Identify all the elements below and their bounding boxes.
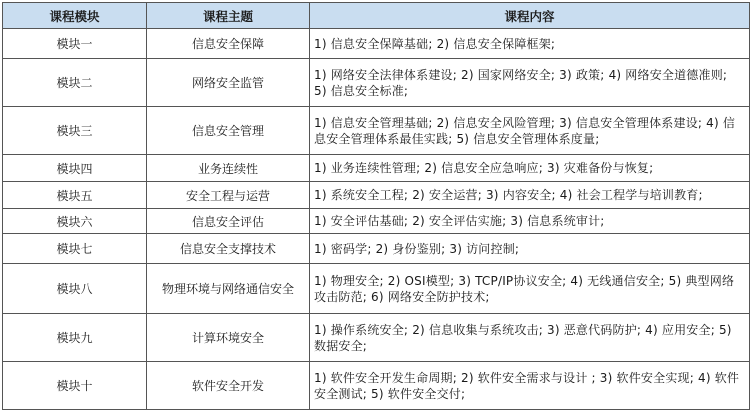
topic-cell: 信息安全评估 [147, 209, 310, 234]
module-cell: 模块五 [3, 182, 147, 209]
content-cell: 1) 安全评估基础; 2) 安全评估实施; 3) 信息系统审计; [310, 209, 750, 234]
topic-cell: 网络安全监管 [147, 59, 310, 107]
table-row [3, 155, 750, 182]
module-cell: 模块三 [3, 107, 147, 155]
topic-cell: 物理环境与网络通信安全 [147, 264, 310, 314]
topic-cell: 安全工程与运营 [147, 182, 310, 209]
topic-cell: 计算环境安全 [147, 314, 310, 362]
content-cell: 1) 密码学; 2) 身份鉴别; 3) 访问控制; [310, 234, 750, 264]
content-cell: 1) 物理安全; 2) OSI模型; 3) TCP/IP协议安全; 4) 无线通信安全; 5) 典型网络攻击防范; 6) 网络安全防护技术; [310, 264, 750, 314]
module-cell: 模块八 [3, 264, 147, 314]
content-cell: 1) 业务连续性管理; 2) 信息安全应急响应; 3) 灾难备份与恢复; [310, 155, 750, 182]
table-row [3, 209, 750, 234]
content-cell: 1) 系统安全工程; 2) 安全运营; 3) 内容安全; 4) 社会工程学与培训教育; [310, 182, 750, 209]
header-topic: 课程主题 [147, 3, 310, 29]
module-cell: 模块一 [3, 29, 147, 59]
table-row [3, 314, 750, 362]
table-row [3, 362, 750, 410]
module-cell: 模块七 [3, 234, 147, 264]
content-cell: 1) 信息安全保障基础; 2) 信息安全保障框架; [310, 29, 750, 59]
module-cell: 模块四 [3, 155, 147, 182]
table-row [3, 59, 750, 107]
content-cell: 1) 信息安全管理基础; 2) 信息安全风险管理; 3) 信息安全管理体系建设; 4) 信息安全管理体系最佳实践; 5) 信息安全管理体系度量; [310, 107, 750, 155]
header-content: 课程内容 [310, 3, 750, 29]
course-table [2, 2, 750, 410]
table-row [3, 182, 750, 209]
table-row [3, 107, 750, 155]
header-row [3, 3, 750, 29]
module-cell: 模块二 [3, 59, 147, 107]
module-cell: 模块九 [3, 314, 147, 362]
topic-cell: 业务连续性 [147, 155, 310, 182]
table-row [3, 264, 750, 314]
topic-cell: 软件安全开发 [147, 362, 310, 410]
table-row [3, 234, 750, 264]
content-cell: 1) 软件安全开发生命周期; 2) 软件安全需求与设计 ; 3) 软件安全实现; 4) 软件安全测试; 5) 软件安全交付; [310, 362, 750, 410]
header-module: 课程模块 [3, 3, 147, 29]
topic-cell: 信息安全支撑技术 [147, 234, 310, 264]
content-cell: 1) 操作系统安全; 2) 信息收集与系统攻击; 3) 恶意代码防护; 4) 应用安全; 5) 数据安全; [310, 314, 750, 362]
table-row [3, 29, 750, 59]
module-cell: 模块六 [3, 209, 147, 234]
topic-cell: 信息安全管理 [147, 107, 310, 155]
content-cell: 1) 网络安全法律体系建设; 2) 国家网络安全; 3) 政策; 4) 网络安全道德准则; 5) 信息安全标准; [310, 59, 750, 107]
topic-cell: 信息安全保障 [147, 29, 310, 59]
module-cell: 模块十 [3, 362, 147, 410]
